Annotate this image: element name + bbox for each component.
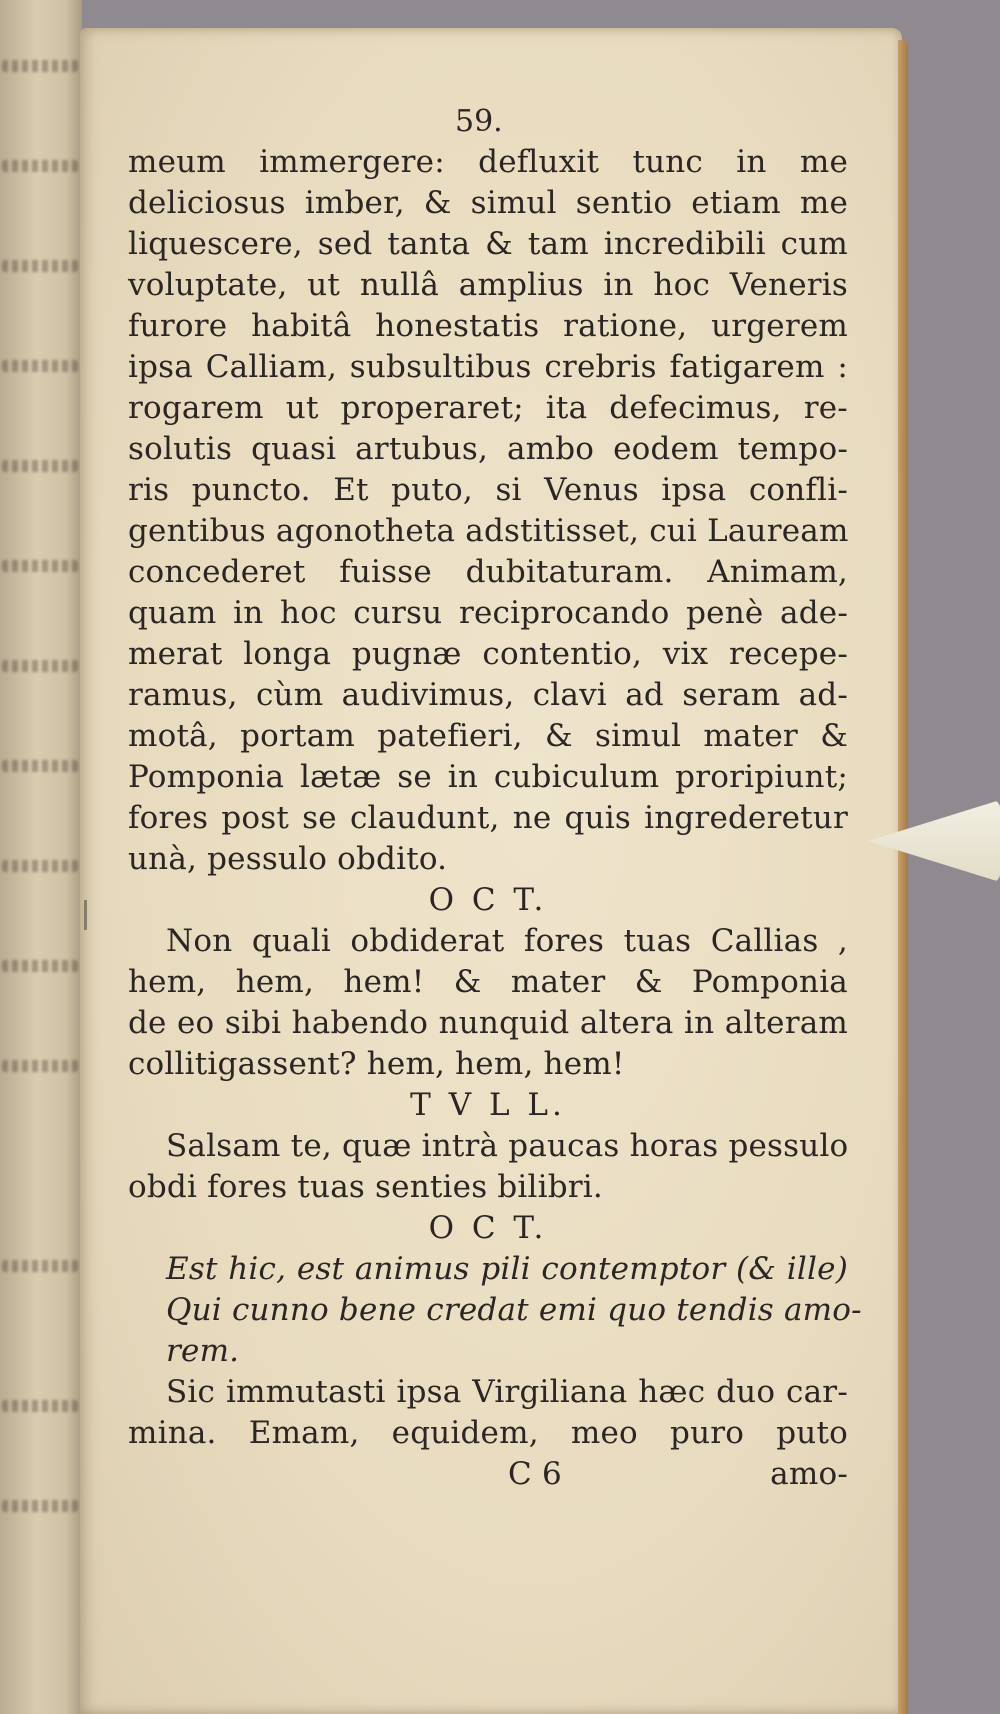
text-line: hem, hem, hem! & mater & Pomponia [128, 964, 848, 1000]
text-line: collitigassent? hem, hem, hem! [128, 1046, 625, 1082]
bleed-through-text [2, 260, 78, 272]
text-line: voluptate, ut nullâ amplius in hoc Veneris [128, 267, 848, 303]
bleed-through-text [2, 860, 78, 872]
bleed-through-text [2, 1060, 78, 1072]
text-line: mina. Emam, equidem, meo puro puto [128, 1415, 848, 1451]
page-fore-edge [898, 40, 908, 1714]
bleed-through-text [2, 360, 78, 372]
bleed-through-text [2, 160, 78, 172]
text-line: Non quali obdiderat fores tuas Callias , [166, 923, 848, 959]
text-line: gentibus agonotheta adstitisset, cui Lauream [128, 513, 849, 549]
bleed-through-text [2, 1260, 78, 1272]
speaker-heading: O C T. [428, 882, 548, 918]
bleed-through-text [2, 1500, 78, 1512]
text-line: ramus, cùm audivimus, clavi ad seram ad- [128, 677, 848, 713]
text-line: rogarem ut properaret; ita defecimus, re- [128, 390, 848, 426]
bleed-through-text [2, 960, 78, 972]
verse-line: Qui cunno bene credat emi quo tendis amo- [166, 1292, 862, 1328]
text-line: concederet fuisse dubitaturam. Animam, [128, 554, 848, 590]
page-number: 59. [455, 104, 503, 139]
text-line: fores post se claudunt, ne quis ingrederetur [128, 800, 848, 836]
verse-line: Est hic, est animus pili contemptor (& ille) [166, 1251, 848, 1287]
left-page-edge [0, 0, 82, 1714]
text-line: unà, pessulo obdito. [128, 841, 448, 877]
text-line: ris puncto. Et puto, si Venus ipsa confli- [128, 472, 848, 508]
text-line: obdi fores tuas senties bilibri. [128, 1169, 603, 1205]
verse-line: rem. [166, 1333, 240, 1369]
signature-row [128, 1454, 848, 1495]
bleed-through-text [2, 60, 78, 72]
text-line: furore habitâ honestatis ratione, urgerem [128, 308, 848, 344]
bleed-through-text [2, 760, 78, 772]
bleed-through-text [2, 1400, 78, 1412]
bleed-through-text [2, 560, 78, 572]
text-line: Pomponia lætæ se in cubiculum proripiunt; [128, 759, 848, 795]
text-line: meum immergere: defluxit tunc in me [128, 144, 848, 180]
page-mark [84, 900, 87, 930]
text-line: quam in hoc cursu reciprocando penè ade- [128, 595, 848, 631]
signature-mark: C 6 [508, 1456, 562, 1492]
page-body [128, 100, 862, 1495]
bleed-through-text [2, 660, 78, 672]
text-line: deliciosus imber, & simul sentio etiam me [128, 185, 848, 221]
speaker-heading: T V L L. [410, 1087, 566, 1123]
text-line: motâ, portam patefieri, & simul mater & [128, 718, 848, 754]
text-line: Sic immutasti ipsa Virgiliana hæc duo car- [166, 1374, 848, 1410]
speaker-heading: O C T. [428, 1210, 548, 1246]
text-line: de eo sibi habendo nunquid altera in alteram [128, 1005, 848, 1041]
text-line: merat longa pugnæ contentio, vix recepe- [128, 636, 848, 672]
text-line: liquescere, sed tanta & tam incredibili cum [128, 226, 848, 262]
bleed-through-text [2, 460, 78, 472]
text-line: ipsa Calliam, subsultibus crebris fatigarem : [128, 349, 848, 385]
text-line: Salsam te, quæ intrà paucas horas pessulo [166, 1128, 849, 1164]
text-line: solutis quasi artubus, ambo eodem tempo- [128, 431, 848, 467]
catchword: amo- [770, 1456, 848, 1492]
